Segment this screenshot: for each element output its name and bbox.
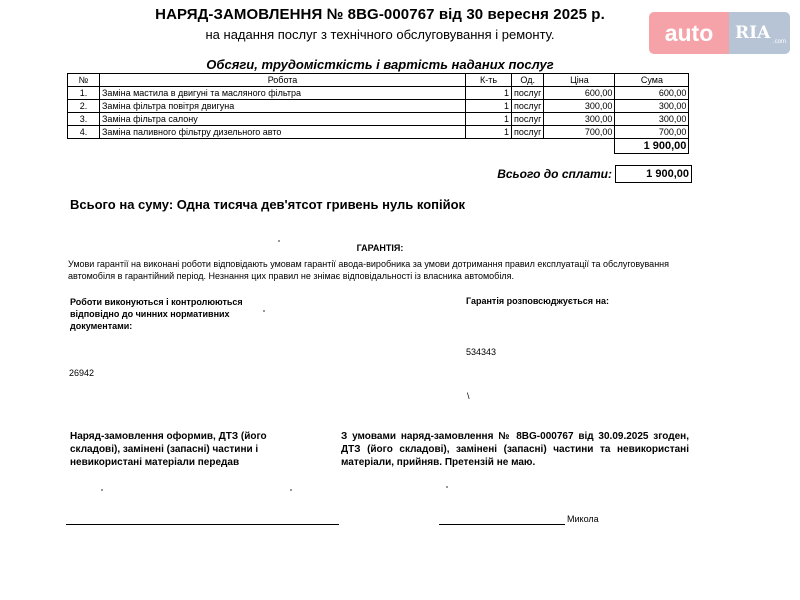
row-num: 3. <box>68 113 100 126</box>
watermark-ria-block <box>729 12 790 54</box>
order-acceptance-text: З умовами наряд-замовлення № 8BG-000767 від 30.09.2025 згоден, ДТЗ (його складові), замінені (запасні) частини та невикористані матеріали, прийняв. Претензій не маю. <box>341 431 689 468</box>
header-sum: Сума <box>615 74 689 87</box>
row-qty: 1 <box>466 113 512 126</box>
row-price: 300,00 <box>544 113 615 126</box>
table-header-row <box>68 74 689 87</box>
watermark-ria: RIA <box>735 23 771 43</box>
amount-in-words: Всього на суму: Одна тисяча дев'ятсот гривень нуль копійок <box>70 197 466 212</box>
guarantee-heading: ГАРАНТІЯ: <box>356 243 404 253</box>
scan-speck <box>446 486 448 488</box>
header-work: Робота <box>100 74 466 87</box>
guarantee-scope-label: Гарантія розповсюджується на: <box>466 296 609 306</box>
works-control-label: Роботи виконуються і контролюються відповідно до чинних нормативних документами: <box>70 297 243 331</box>
handwritten-mark: \ <box>467 391 470 401</box>
scan-speck <box>290 489 292 491</box>
watermark-auto: auto <box>649 12 729 54</box>
row-qty: 1 <box>466 87 512 100</box>
code-left: 26942 <box>69 368 95 378</box>
row-num: 4. <box>68 126 100 139</box>
row-work: Заміна фільтра салону <box>100 113 466 126</box>
amount-due-value: 1 900,00 <box>615 165 692 183</box>
watermark-suffix: .com <box>773 39 787 45</box>
signature-name: Микола <box>567 514 599 524</box>
row-qty: 1 <box>466 100 512 113</box>
row-price: 300,00 <box>544 100 615 113</box>
row-sum: 300,00 <box>615 113 689 126</box>
row-work: Заміна паливного фільтру дизельного авто <box>100 126 466 139</box>
row-num: 2. <box>68 100 100 113</box>
row-unit: послуг <box>512 113 544 126</box>
scan-speck <box>263 310 265 312</box>
row-unit: послуг <box>512 126 544 139</box>
row-sum: 600,00 <box>615 87 689 100</box>
row-work: Заміна мастила в двигуні та масляного фільтра <box>100 87 466 100</box>
scan-speck <box>278 240 280 242</box>
document-title: НАРЯД-ЗАМОВЛЕННЯ № 8BG-000767 від 30 вересня 2025 р. <box>155 6 605 23</box>
row-sum: 300,00 <box>615 100 689 113</box>
row-unit: послуг <box>512 87 544 100</box>
amount-due-label: Всього до сплати: <box>497 167 612 181</box>
row-qty: 1 <box>466 126 512 139</box>
row-price: 600,00 <box>544 87 615 100</box>
row-sum: 700,00 <box>615 126 689 139</box>
table-total: 1 900,00 <box>615 139 689 154</box>
scan-speck <box>101 489 103 491</box>
autoria-watermark <box>649 12 790 54</box>
order-handover-text: Наряд-замовлення оформив, ДТЗ (його складові), замінені (запасні) частини і невикористані матеріали передав <box>70 431 267 468</box>
guarantee-text: Умови гарантії на виконані роботи відповідають умовам гарантії авода-виробника за умови дотримання правил експлуатації та обслуговування автомобіля в гарантійний період. Незнання цих правил не знімає відповідальності із власника автомобіля. <box>68 259 670 281</box>
signature-line-left <box>66 524 339 525</box>
row-unit: послуг <box>512 100 544 113</box>
header-unit: Од. <box>512 74 544 87</box>
table-row <box>68 87 689 100</box>
row-price: 700,00 <box>544 126 615 139</box>
table-row <box>68 100 689 113</box>
services-table <box>67 73 689 154</box>
row-num: 1. <box>68 87 100 100</box>
table-row <box>68 113 689 126</box>
row-work: Заміна фільтра повітря двигуна <box>100 100 466 113</box>
table-total-row <box>68 139 689 154</box>
header-qty: К-ть <box>466 74 512 87</box>
section-title: Обсяги, трудомісткість і вартість наданих послуг <box>206 57 554 72</box>
header-num: № <box>68 74 100 87</box>
code-right: 534343 <box>466 347 497 357</box>
document-subtitle: на надання послуг з технічного обслуговування і ремонту. <box>205 27 555 42</box>
header-price: Ціна <box>544 74 615 87</box>
signature-line-right <box>439 524 565 525</box>
table-row <box>68 126 689 139</box>
